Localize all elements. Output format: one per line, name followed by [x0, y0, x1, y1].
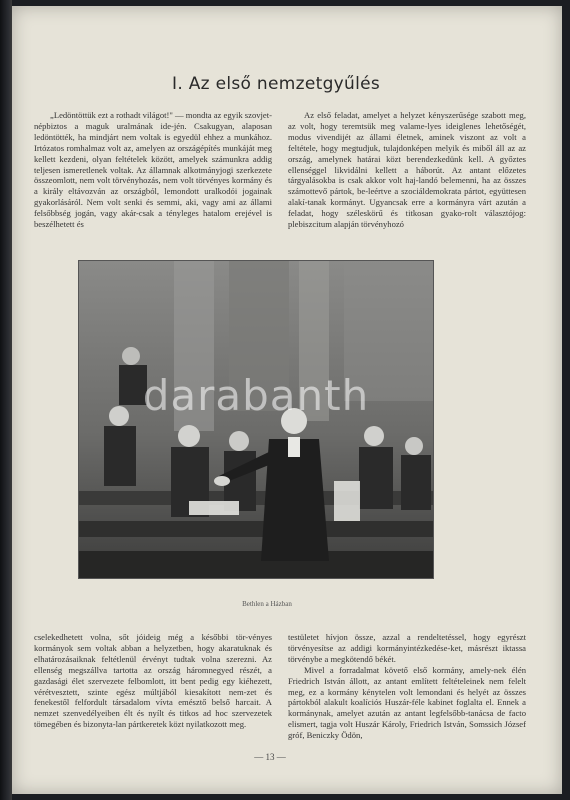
paragraph: Az első feladat, amelyet a helyzet kényszerűsége szabott meg, az volt, hogy teremtsük meg valame-lyes ideiglenes lehetőségét, modus vivendijét az állami életnek, aminek viszont az volt a feltétele, hogy megtudjuk, tulajdonképen melyik és miből áll az az ország, amelynek határai közt berendezkedünk kell. A győztes ellenséggel likvidálni kellett a háborút. Az antant előzetes tárgyalásokba is csak akkor volt haj-landó belemenni, ha az összes számottevő pártok, be-leértve a szociáldemokrata pártot, együttesen alakí-tanak kormányt. Ugyancsak erre a kormányra várt azután a feladat, hogy széleskörű és titkosan gyako-rolt választójog: plebiszcitum alapján törvényhozó [288, 110, 526, 230]
paragraph: cselekedhetett volna, sőt jóideig még a későbbi tör-vényes kormányok sem voltak abban a helyzetben, hogy akaratuknak és elhatározásaiknak feltétlenül érvényt tudtak volna szerezni. Az ellenség megszállva tartotta az ország háromnegyed részét, a gazdasági élet szervezete felbomlott, itt bent pedig egy kiéhezett, vérétvesztett, szinte egész múltjából kiesakított nem-zet és fenekestől felfordult társadalom vívta emésztő belső harcait. A nemzet szenvedélyeiben élt és nyílt és titkos ad hoc szervezetek tömegében és bizonyta-lan pártkeretek közt nyilatkozott meg. [34, 632, 272, 730]
book-spine [0, 0, 12, 800]
text-column-1 [34, 110, 272, 230]
paragraph: „Ledöntöttük ezt a rothadt világot!" — mondta az egyik szovjet-népbiztos a maguk uralmának ide-jén. Csakugyan, alaposan ledöntötték, ha mindjárt nem voltak is egyedül ehhez a munkához. Irtózatos romhalmaz volt az, amelyen az országépítés munkáját meg kellett kezdeni, olyan feltételek között, amelyek számunkra addig teljesen ismeretlenek voltak. Az államnak alkotmányjogi szerkezete összeomlott, nem volt törvényhozás, nem volt törvényes kormány és a király eltávozván az országból, lemondott uralkodói jogainak gyakorlásáról. Nem volt senki és semmi, aki, vagy ami az állami felsőbbség jogán, vagy akár-csak a tényleges hatalom erejével is beszélhetett és [34, 110, 272, 230]
text-column-2 [288, 110, 526, 230]
text-column-4 [288, 632, 526, 741]
document-page [12, 6, 562, 794]
historical-photo [78, 260, 434, 579]
paragraph: testületet hívjon össze, azzal a rendeltetéssel, hogy egyrészt törvényesítse az addigi kormányintézkedése-ket, másrészt iktassa törvénybe a megkötendő békét. [288, 632, 526, 664]
watermark-text: darabanth [142, 371, 370, 420]
parliament-photo-image [79, 261, 433, 578]
page-number: — 13 — [254, 752, 286, 762]
chapter-title: I. Az első nemzetgyűlés [172, 74, 381, 94]
paragraph: Mivel a forradalmat követő első kormány, amely-nek élén Friedrich István állott, az antant említett feltételeinek nem felelt meg, ez a kormány kénytelen volt lemondani és helyét az összes pártokból alakult koalíciós Huszár-féle kabinet foglalta el. Ennek a kormánynak, amelyet azután az antant legfelsőbb-tanácsa de facto elismert, tagja volt Huszár Károly, Friedrich István, Somssich József gróf, Beniczky Ödön, [288, 664, 526, 741]
photo-caption: Bethlen a Házban [242, 600, 292, 608]
text-column-3 [34, 632, 272, 730]
